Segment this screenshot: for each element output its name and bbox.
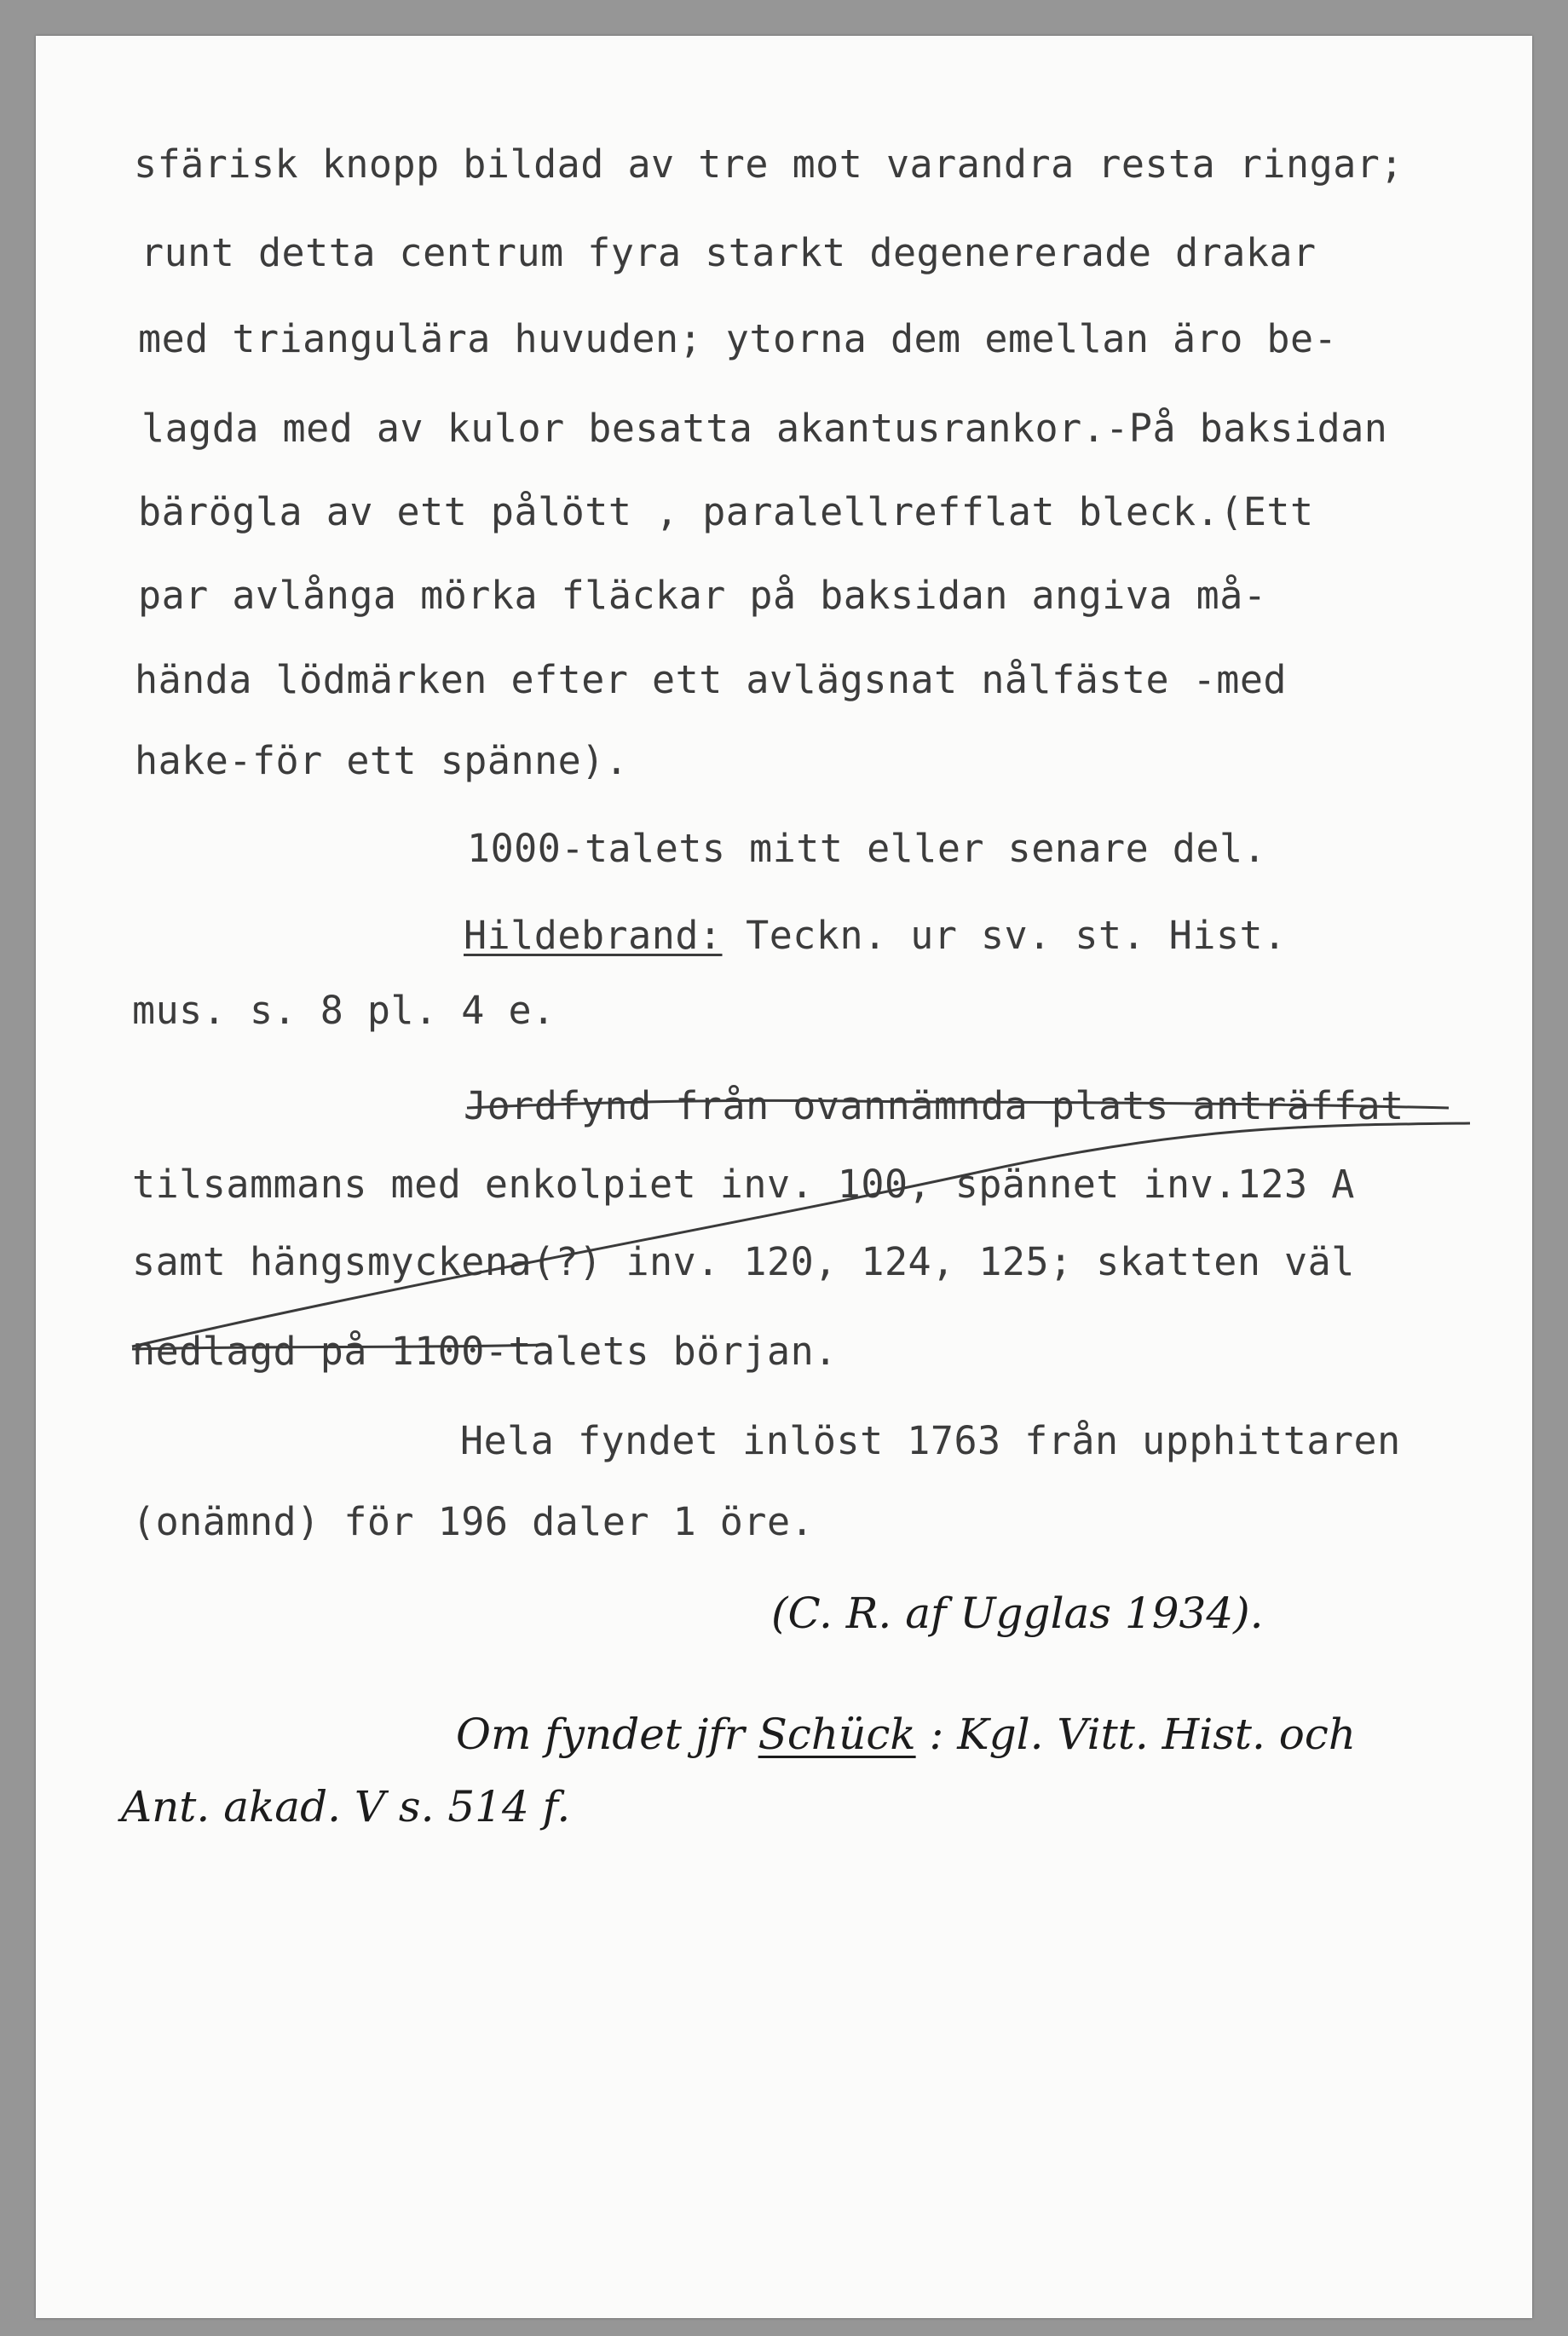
handwritten-note-part-a: Om fyndet jfr [456,1710,745,1759]
typed-line-13-struck: tilsammans med enkolpiet inv. 100, spännet inv.123 A [132,1162,1355,1207]
typed-line-5: bärögla av ett pålött , paralellrefflat bleck.(Ett [138,489,1314,534]
typed-line-12-struck: Jordfynd från ovannämnda plats anträffat [464,1083,1404,1128]
typed-line-4: lagda med av kulor besatta akantusrankor.-På baksidan [141,406,1388,451]
typed-line-11: mus. s. 8 pl. 4 e. [132,988,556,1033]
typed-line-16: Hela fyndet inlöst 1763 från upphittaren [460,1418,1401,1463]
typed-line-2: runt detta centrum fyra starkt degenererade drakar [141,230,1317,275]
typed-line-1: sfärisk knopp bildad av tre mot varandra resta ringar; [134,141,1404,187]
typed-line-14-struck: samt hängsmyckena(?) inv. 120, 124, 125; skatten väl [132,1239,1355,1284]
typed-line-15-struck: nedlagd på 1100-talets början. [132,1329,838,1374]
handwritten-signature: (C. R. af Ugglas 1934). [771,1589,1264,1638]
handwritten-note-line-1 [456,1710,1357,1759]
typed-line-7: hända lödmärken efter ett avlägsnat nålfäste -med [135,657,1288,702]
reference-author: Hildebrand: [464,913,723,958]
handwritten-note-part-c: : Kgl. Vitt. Hist. och [929,1710,1357,1759]
typed-line-10 [464,913,1287,958]
typed-line-6: par avlånga mörka fläckar på baksidan angiva må- [138,573,1267,618]
typed-line-8: hake-för ett spänne). [135,738,629,783]
typed-line-3: med triangulära huvuden; ytorna dem emellan äro be- [138,316,1338,361]
handwritten-note-author: Schück [758,1710,916,1759]
handwritten-note-line-2: Ant. akad. V s. 514 f. [121,1782,571,1831]
typed-line-9: 1000-talets mitt eller senare del. [467,826,1267,871]
typed-line-17: (onämnd) för 196 daler 1 öre. [132,1499,815,1544]
reference-title: Teckn. ur sv. st. Hist. [722,913,1287,958]
